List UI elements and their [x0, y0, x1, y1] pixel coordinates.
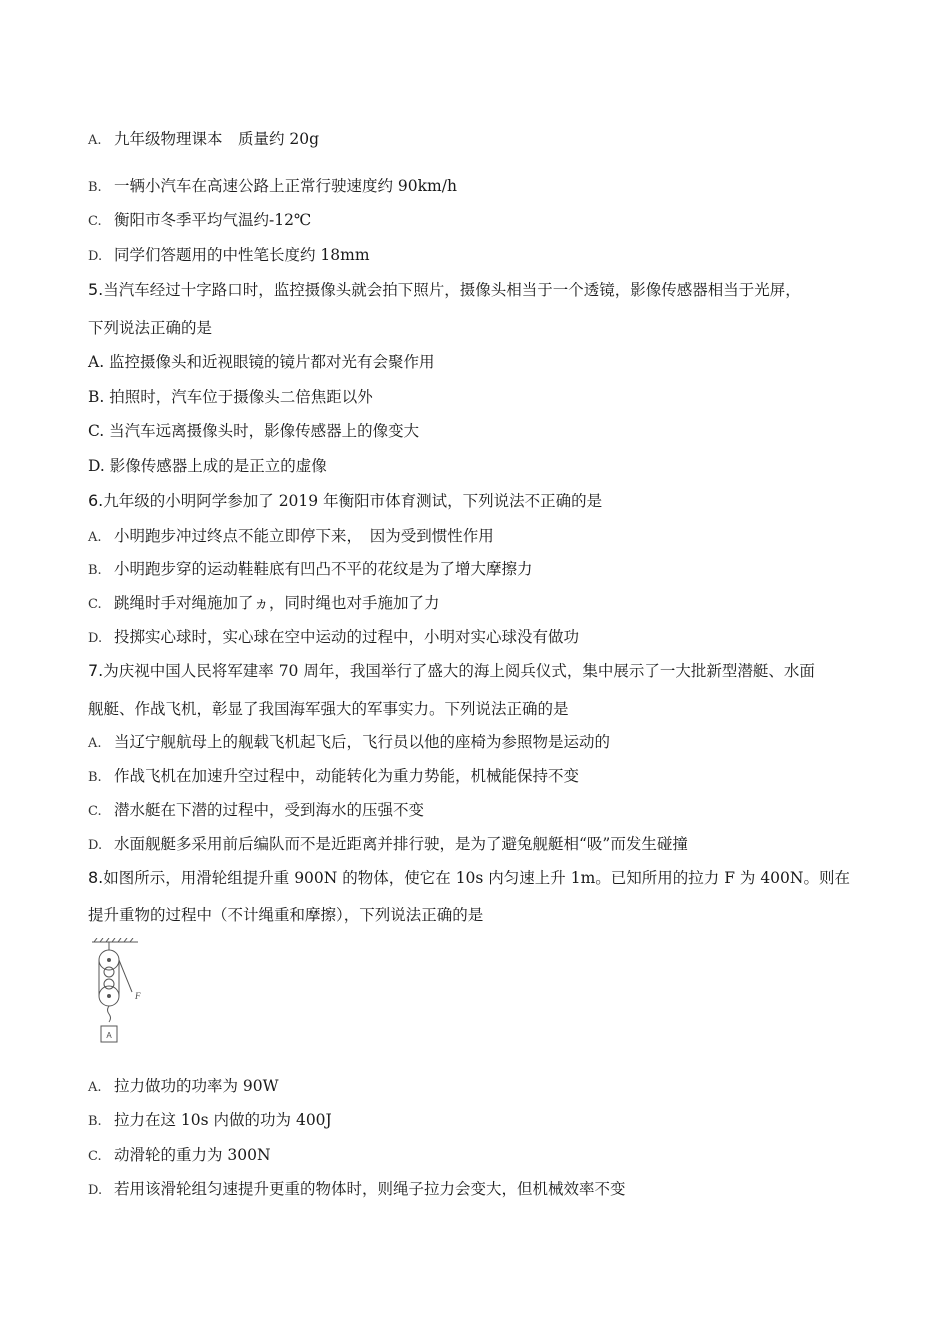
option-label: D. [88, 1183, 103, 1198]
q8-option-c [88, 1145, 271, 1167]
option-label: D. [88, 838, 103, 853]
q8-stem-line2: 提升重物的过程中（不计绳重和摩擦），下列说法正确的是 [88, 906, 484, 924]
q7-option-b [88, 766, 579, 788]
option-text: 若用该滑轮组匀速提升更重的物体时，则绳子拉力会变大，但机械效率不变 [114, 1180, 626, 1198]
q6-option-a [88, 526, 494, 548]
q8-option-d [88, 1179, 626, 1201]
q6-option-d [88, 627, 579, 649]
option-label: A. [88, 133, 102, 148]
option-text: 衡阳市冬季平均气温约-12℃ [114, 211, 312, 229]
option-label: C. [88, 1149, 102, 1164]
question-number: 5. [88, 280, 104, 299]
option-text: 投掷实心球时，实心球在空中运动的过程中，小明对实心球没有做功 [114, 628, 580, 646]
q5-option-a: A. 监控摄像头和近视眼镜的镜片都对光有会聚作用 [88, 353, 435, 371]
q7-option-c [88, 800, 424, 822]
option-text: 跳绳时手对绳施加了ヵ，同时绳也对手施加了力 [114, 594, 440, 612]
option-label: B. [88, 180, 102, 195]
option-label: C. [88, 214, 102, 229]
block-label: A [106, 1031, 112, 1040]
option-label: C. [88, 597, 102, 612]
q8-option-a [88, 1076, 279, 1098]
option-text: 小明跑步冲过终点不能立即停下来， 因为受到惯性作用 [114, 527, 494, 545]
movable-pulley-small [104, 979, 114, 989]
q7-option-a [88, 732, 610, 754]
q7-option-d [88, 834, 688, 856]
q4-option-d [88, 245, 370, 267]
option-label: D. [88, 249, 103, 264]
q6-stem [88, 491, 602, 511]
q5-option-c: C. 当汽车远离摄像头时，影像传感器上的像变大 [88, 422, 420, 440]
option-label: B. [88, 563, 102, 578]
q7-stem-line1 [88, 661, 815, 681]
q6-option-c [88, 593, 440, 615]
q5-option-d: D. 影像传感器上成的是正立的虚像 [88, 457, 327, 475]
option-text: 一辆小汽车在高速公路上正常行驶速度约 90km/h [114, 177, 457, 195]
q5-stem-line2: 下列说法正确的是 [88, 319, 213, 337]
q5-option-b: B. 拍照时，汽车位于摄像头二倍焦距以外 [88, 388, 373, 406]
option-label: A. [88, 1080, 102, 1095]
option-label: C. [88, 804, 102, 819]
q4-option-a [88, 129, 319, 151]
option-label: B. [88, 770, 102, 785]
pulley-system-figure [88, 938, 150, 1048]
option-text: 小明跑步穿的运动鞋鞋底有凹凸不平的花纹是为了增大摩擦力 [114, 560, 533, 578]
option-text: 拉力做功的功率为 90W [114, 1077, 279, 1095]
fixed-pulley-small [104, 967, 114, 977]
free-rope-end [119, 960, 132, 992]
q6-option-b [88, 559, 533, 581]
q5-stem-line1 [88, 280, 801, 300]
option-text: 拉力在这 10s 内做的功为 400J [114, 1111, 332, 1129]
option-text: 潜水艇在下潜的过程中，受到海水的压强不变 [114, 801, 425, 819]
q4-option-b [88, 176, 457, 198]
hook [108, 1006, 111, 1022]
option-label: A. [88, 530, 102, 545]
question-number: 7. [88, 661, 104, 680]
q7-stem-line2: 舰艇、作战飞机，彰显了我国海军强大的军事实力。下列说法正确的是 [88, 700, 569, 718]
option-text: 水面舰艇多采用前后编队而不是近距离并排行驶，是为了避兔舰艇相“吸”而发生碰撞 [114, 835, 688, 853]
force-label: F [135, 991, 141, 1001]
option-label: A. [88, 736, 102, 751]
question-stem: 当汽车经过十字路口时，监控摄像头就会拍下照片，摄像头相当于一个透镜，影像传感器相当于光屏， [103, 281, 801, 299]
question-stem: 九年级的小明阿学参加了 2019 年衡阳市体育测试，下列说法不正确的是 [103, 492, 603, 510]
q8-option-b [88, 1110, 332, 1132]
question-stem: 如图所示，用滑轮组提升重 900N 的物体，使它在 10s 内匀速上升 1m。已知所用的拉力 F 为 400N。则在 [103, 869, 850, 887]
option-text: 当辽宁舰航母上的舰载飞机起飞后，飞行员以他的座椅为参照物是运动的 [114, 733, 611, 751]
option-text: 同学们答题用的中性笔长度约 18mm [114, 246, 370, 264]
ceiling-hatching [94, 938, 133, 942]
option-text: 作战飞机在加速升空过程中，动能转化为重力势能，机械能保持不变 [114, 767, 580, 785]
q4-option-c [88, 210, 311, 232]
option-label: D. [88, 631, 103, 646]
option-text: 动滑轮的重力为 300N [114, 1146, 271, 1164]
question-stem: 为庆视中国人民将军建率 70 周年，我国举行了盛大的海上阅兵仪式，集中展示了一大批新型潜艇、水面 [103, 662, 815, 680]
option-text: 九年级物理课本 质量约 20g [114, 130, 320, 148]
question-number: 6. [88, 491, 104, 510]
question-number: 8. [88, 868, 104, 887]
q8-stem-line1 [88, 868, 850, 888]
option-label: B. [88, 1114, 102, 1129]
